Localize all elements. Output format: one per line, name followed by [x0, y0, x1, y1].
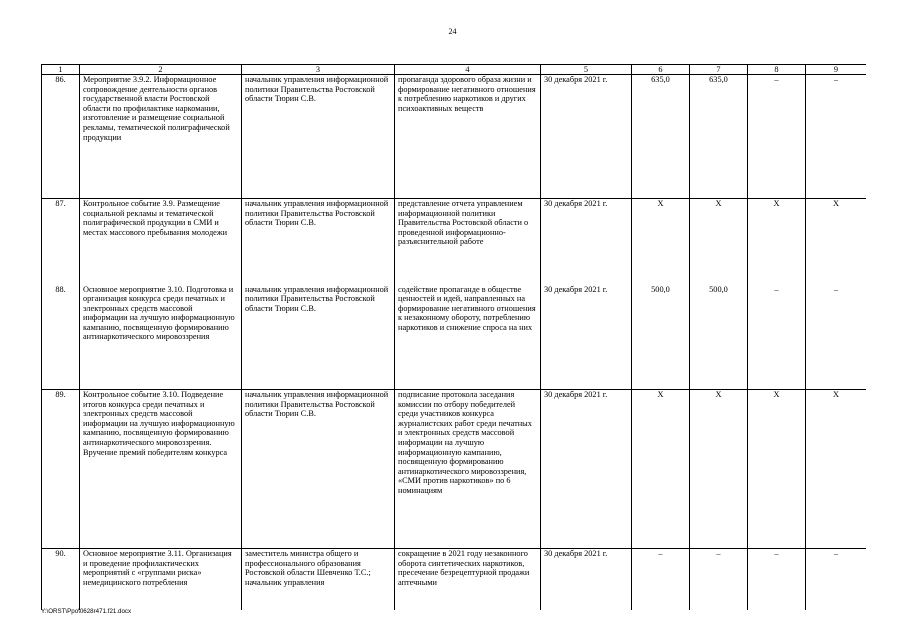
value-cell-7: 635,0 [690, 75, 748, 199]
column-header-5: 5 [541, 65, 632, 75]
value-cell-8: X [748, 390, 806, 549]
value-cell-7: X [690, 390, 748, 549]
table-row [42, 390, 867, 549]
result-cell: сокращение в 2021 году незаконного оборота синтетических наркотиков, пресечение безрецептурной продажи аптечными [395, 549, 541, 611]
row-number: 87. [42, 199, 80, 285]
value-cell-9: X [806, 199, 867, 285]
result-cell: содействие пропаганде в обществе ценностей и идей, направленных на формирование негативного отношения к незаконному обороту, потреблению наркотиков и снижение спроса на них [395, 285, 541, 390]
column-header-1: 1 [42, 65, 80, 75]
value-cell-6: – [632, 549, 690, 611]
table-row [42, 199, 867, 285]
column-header-3: 3 [242, 65, 395, 75]
value-cell-6: X [632, 390, 690, 549]
result-cell: подписание протокола заседания комиссии по отбору победителей среди участников конкурса журналистских работ среди печатных и электронных средств массовой информации на лучшую информационную кампанию, посвященную формированию антинаркотического мировоззрения, «СМИ против наркотиков» по 6 номинациям [395, 390, 541, 549]
value-cell-8: – [748, 75, 806, 199]
value-cell-6: X [632, 199, 690, 285]
column-number-row [42, 65, 867, 75]
responsible-cell: начальник управления информационной политики Правительства Ростовской области Тюрин С.В. [242, 285, 395, 390]
value-cell-6: 635,0 [632, 75, 690, 199]
value-cell-8: – [748, 549, 806, 611]
column-header-4: 4 [395, 65, 541, 75]
result-cell: представление отчета управлением информационной политики Правительства Ростовской области о проведенной информационно-разъяснительной работе [395, 199, 541, 285]
value-cell-6: 500,0 [632, 285, 690, 390]
column-header-7: 7 [690, 65, 748, 75]
responsible-cell: заместитель министра общего и профессионального образования Ростовской области Шевченко Т.С.; начальник управления [242, 549, 395, 611]
responsible-cell: начальник управления информационной политики Правительства Ростовской области Тюрин С.В. [242, 75, 395, 199]
value-cell-7: X [690, 199, 748, 285]
table-row [42, 285, 867, 390]
date-cell: 30 декабря 2021 г. [541, 390, 632, 549]
value-cell-7: 500,0 [690, 285, 748, 390]
responsible-cell: начальник управления информационной политики Правительства Ростовской области Тюрин С.В. [242, 199, 395, 285]
event-cell: Основное мероприятие 3.10. Подготовка и организация конкурса среди печатных и электронных средств массовой информации на лучшую информационную кампанию, посвященную формированию антинаркотического мировоззрения [80, 285, 242, 390]
value-cell-7: – [690, 549, 748, 611]
event-cell: Контрольное событие 3.9. Размещение социальной рекламы и тематической полиграфической продукции в СМИ и местах массового пребывания молодежи [80, 199, 242, 285]
value-cell-9: – [806, 75, 867, 199]
column-header-2: 2 [80, 65, 242, 75]
value-cell-8: X [748, 199, 806, 285]
value-cell-8: – [748, 285, 806, 390]
date-cell: 30 декабря 2021 г. [541, 75, 632, 199]
document-path-footer: Y:\ORST\Ppo\0628r471.f21.docx [41, 608, 132, 615]
event-cell: Основное мероприятие 3.11. Организация и проведение профилактических мероприятий с «группами риска» немедицинского потребления [80, 549, 242, 611]
event-cell: Мероприятие 3.9.2. Информационное сопровождение деятельности органов государственной власти Ростовской области по профилактике наркомании, изготовление и размещение социальной рекламы, тематической полиграфической продукции [80, 75, 242, 199]
responsible-cell: начальник управления информационной политики Правительства Ростовской области Тюрин С.В. [242, 390, 395, 549]
column-header-8: 8 [748, 65, 806, 75]
row-number: 89. [42, 390, 80, 549]
result-cell: пропаганда здорового образа жизни и формирование негативного отношения к потреблению наркотиков и других психоактивных веществ [395, 75, 541, 199]
value-cell-9: – [806, 549, 867, 611]
measures-table [41, 64, 866, 610]
event-cell: Контрольное событие 3.10. Подведение итогов конкурса среди печатных и электронных средств массовой информации на лучшую информационную кампанию, посвященную формированию антинаркотического мировоззрения. Вручение премий победителям конкурса [80, 390, 242, 549]
value-cell-9: X [806, 390, 867, 549]
column-header-6: 6 [632, 65, 690, 75]
date-cell: 30 декабря 2021 г. [541, 285, 632, 390]
table-row [42, 75, 867, 199]
row-number: 88. [42, 285, 80, 390]
row-number: 90. [42, 549, 80, 611]
value-cell-9: – [806, 285, 867, 390]
measures-table-container [41, 64, 866, 610]
date-cell: 30 декабря 2021 г. [541, 199, 632, 285]
page-number: 24 [448, 27, 457, 36]
date-cell: 30 декабря 2021 г. [541, 549, 632, 611]
column-header-9: 9 [806, 65, 867, 75]
table-row [42, 549, 867, 611]
row-number: 86. [42, 75, 80, 199]
